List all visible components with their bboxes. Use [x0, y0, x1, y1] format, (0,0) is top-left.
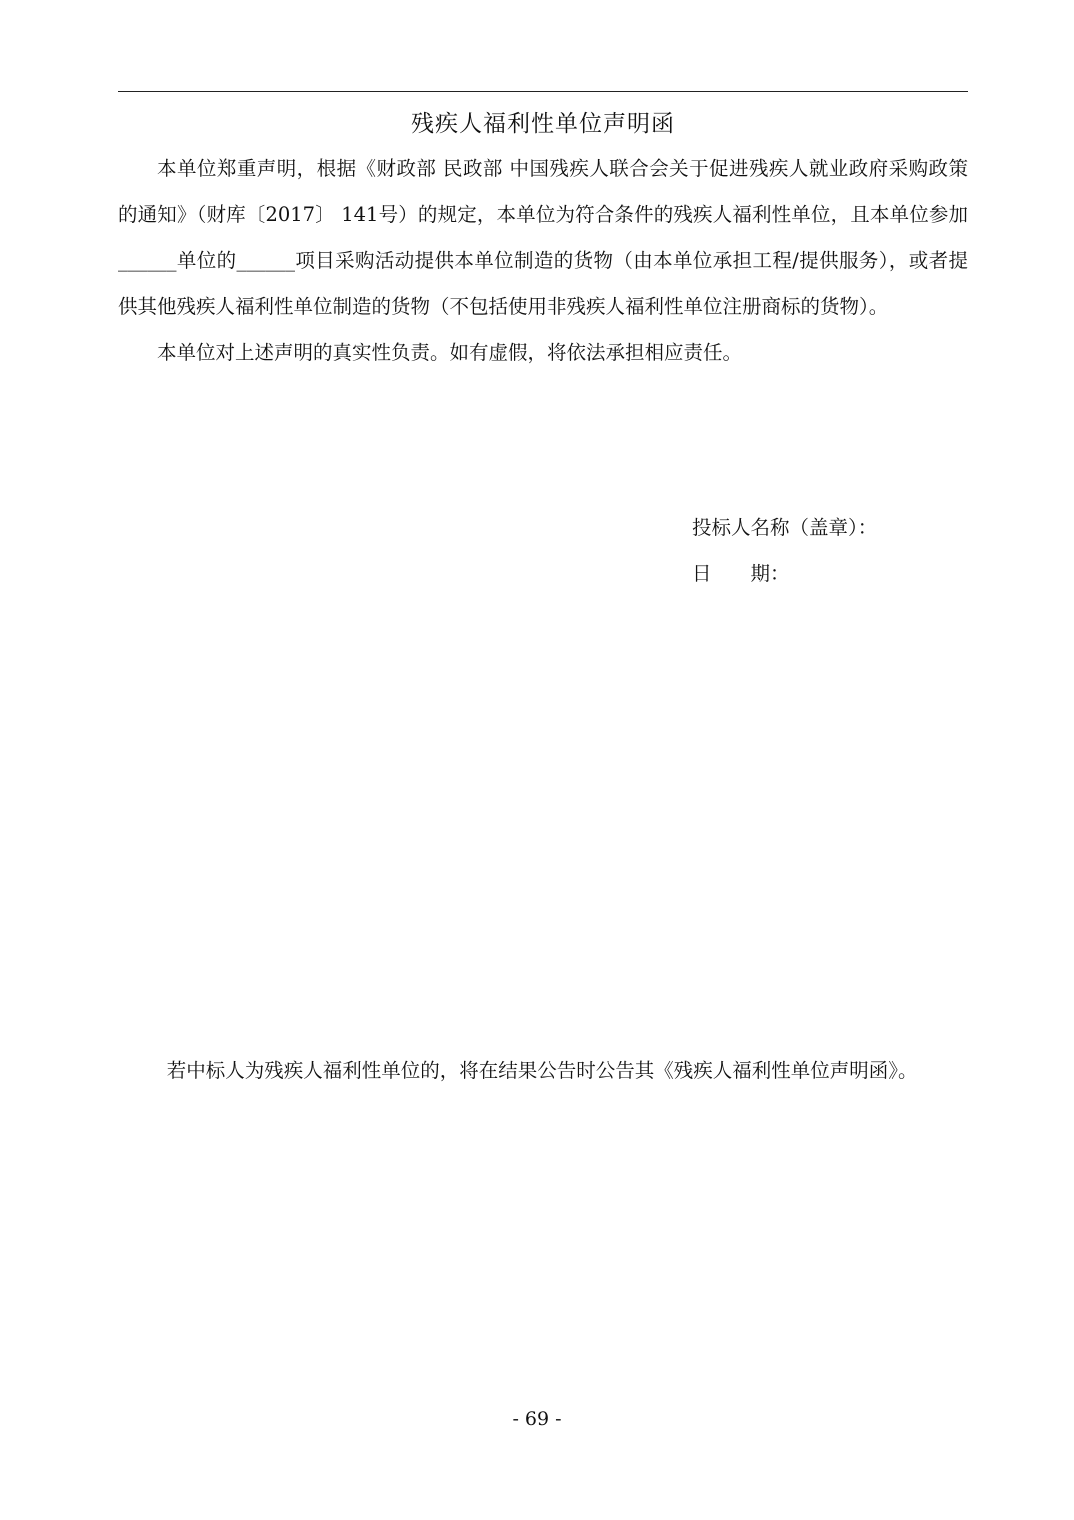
bidder-name-label: 投标人名称（盖章）：: [692, 516, 878, 539]
footnote: [118, 1048, 968, 1094]
header-rule: [118, 91, 968, 92]
declaration-paragraph-2: 本单位对上述声明的真实性负责。如有虚假，将依法承担相应责任。: [157, 341, 743, 364]
signature-block: [692, 505, 877, 597]
declaration-paragraph-1: 本单位郑重声明，根据《财政部 民政部 中国残疾人联合会关于促进残疾人就业政府采购政策的通知》（财库〔2017〕 141号）的规定，本单位为符合条件的残疾人福利性单位，且本单位参加______单位的______项目采购活动提供本单位制造的货物（由本单位承担工程/提供服务），或者提供其他残疾人福利性单位制造的货物（不包括使用非残疾人福利性单位注册商标的货物）。: [118, 157, 968, 318]
footnote-text: 若中标人为残疾人福利性单位的，将在结果公告时公告其《残疾人福利性单位声明函》。: [166, 1059, 918, 1082]
document-title: 残疾人福利性单位声明函: [411, 111, 675, 137]
declaration-body: [118, 146, 968, 376]
page-number: - 69 -: [512, 1408, 562, 1430]
date-label: 日 期：: [692, 562, 790, 585]
